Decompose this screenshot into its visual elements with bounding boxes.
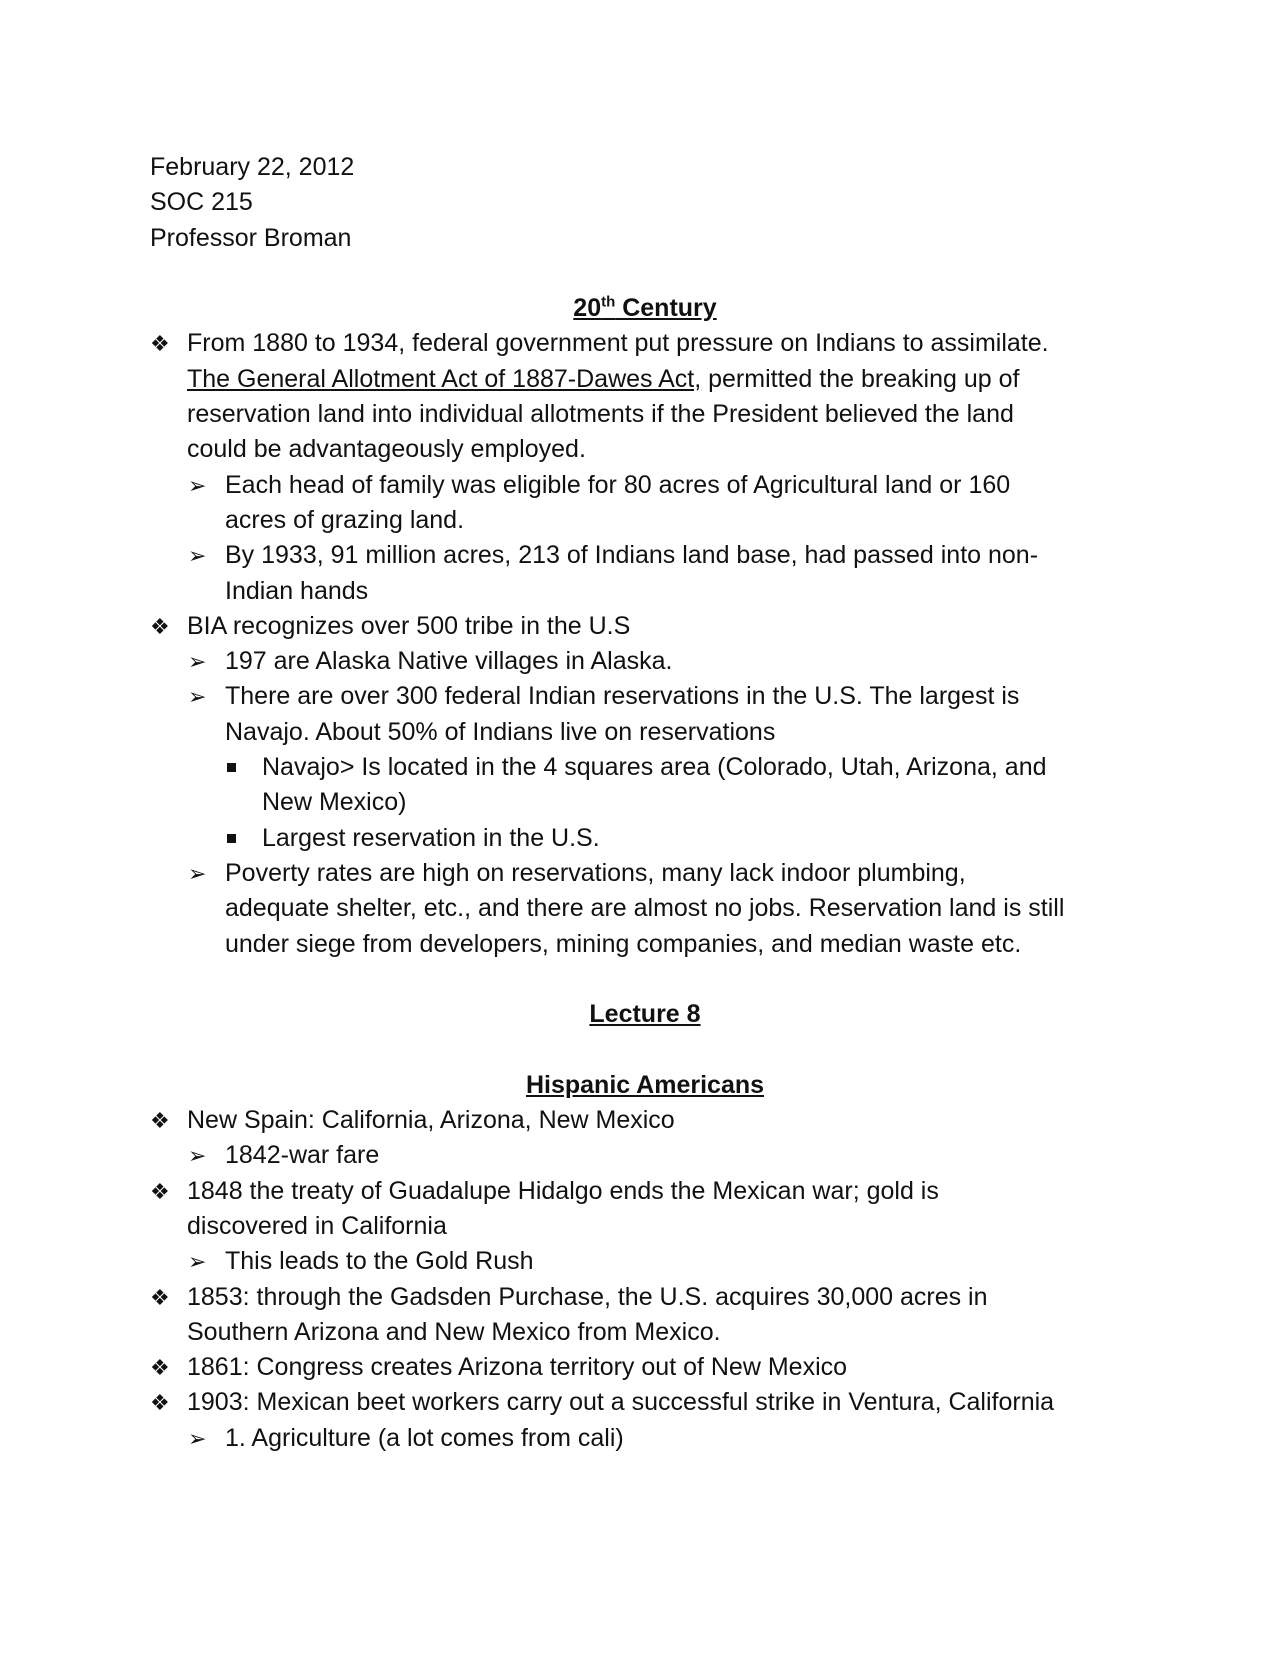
- text-line: discovered in California: [187, 1211, 447, 1240]
- heading-text: Century: [615, 294, 717, 323]
- square-bullet-icon: [227, 834, 236, 843]
- arrow-bullet-icon: ➢: [188, 684, 207, 710]
- text-line: could be advantageously employed.: [187, 435, 586, 464]
- diamond-bullet-icon: ❖: [150, 1108, 170, 1134]
- text-line: 1861: Congress creates Arizona territory out of New Mexico: [187, 1353, 848, 1382]
- text-line: Southern Arizona and New Mexico from Mexico.: [187, 1317, 721, 1346]
- text-line: 1853: through the Gadsden Purchase, the U.S. acquires 30,000 acres in: [187, 1282, 988, 1311]
- text-line: 1848 the treaty of Guadalupe Hidalgo ends the Mexican war; gold is: [187, 1176, 939, 1205]
- list-item: [150, 1138, 1140, 1173]
- list-item: [150, 1174, 1140, 1245]
- text-line: From 1880 to 1934, federal government put pressure on Indians to assimilate.: [187, 329, 1049, 358]
- arrow-bullet-icon: ➢: [188, 1425, 207, 1451]
- arrow-bullet-icon: ➢: [188, 472, 207, 498]
- text-line: Navajo> Is located in the 4 squares area (Colorado, Utah, Arizona, and: [262, 753, 1047, 782]
- professor-line: Professor Broman: [150, 223, 352, 252]
- list-item: [150, 679, 1140, 750]
- text-line: [187, 362, 1140, 397]
- section-heading-hispanic-americans: Hispanic Americans: [525, 1070, 765, 1099]
- arrow-bullet-icon: ➢: [188, 649, 207, 675]
- blank-line: [150, 256, 1140, 291]
- document-body: [150, 150, 1140, 1456]
- text-line: under siege from developers, mining companies, and median waste etc.: [225, 929, 1022, 958]
- list-item: [150, 821, 1140, 856]
- arrow-bullet-icon: ➢: [188, 1249, 207, 1275]
- square-bullet-icon: [227, 763, 236, 772]
- text-line: reservation land into individual allotments if the President believed the land: [187, 400, 1014, 429]
- text-line: New Spain: California, Arizona, New Mexico: [187, 1106, 675, 1135]
- diamond-bullet-icon: ❖: [150, 613, 170, 639]
- list-item: [150, 1350, 1140, 1385]
- text-line: 1842-war fare: [225, 1141, 380, 1170]
- text-line: This leads to the Gold Rush: [225, 1247, 534, 1276]
- text-line: Poverty rates are high on reservations, many lack indoor plumbing,: [225, 858, 966, 887]
- text-line: BIA recognizes over 500 tribe in the U.S: [187, 611, 631, 640]
- text-line: acres of grazing land.: [225, 505, 465, 534]
- text-line: New Mexico): [262, 788, 407, 817]
- diamond-bullet-icon: ❖: [150, 1355, 170, 1381]
- arrow-bullet-icon: ➢: [188, 543, 207, 569]
- text-line: 1903: Mexican beet workers carry out a successful strike in Ventura, California: [187, 1388, 1055, 1417]
- list-item: [150, 609, 1140, 644]
- date-line: February 22, 2012: [150, 153, 355, 181]
- heading-superscript: th: [601, 293, 616, 311]
- arrow-bullet-icon: ➢: [188, 860, 207, 886]
- diamond-bullet-icon: ❖: [150, 1178, 170, 1204]
- list-item: [150, 750, 1140, 821]
- heading-number: 20: [573, 294, 602, 323]
- section-heading-20th-century: [150, 291, 1140, 326]
- list-item: [150, 1244, 1140, 1279]
- diamond-bullet-icon: ❖: [150, 1284, 170, 1310]
- lecture-heading: Lecture 8: [589, 1000, 701, 1029]
- list-item: [150, 538, 1140, 609]
- list-item: [150, 1103, 1140, 1138]
- text-line: Each head of family was eligible for 80 acres of Agricultural land or 160: [225, 470, 1011, 499]
- act-title: The General Allotment Act of 1887-Dawes Act,: [187, 364, 702, 393]
- list-item: [150, 1280, 1140, 1351]
- list-item: [150, 1385, 1140, 1420]
- text-line: Largest reservation in the U.S.: [262, 823, 600, 852]
- list-item: [150, 644, 1140, 679]
- diamond-bullet-icon: ❖: [150, 331, 170, 357]
- text-line: Navajo. About 50% of Indians live on reservations: [225, 717, 776, 746]
- list-item: [150, 326, 1140, 467]
- list-item: [150, 468, 1140, 539]
- blank-line: [150, 962, 1140, 997]
- diamond-bullet-icon: ❖: [150, 1390, 170, 1416]
- list-item: [150, 1421, 1140, 1456]
- text-span: permitted the breaking up of: [701, 364, 1020, 393]
- text-line: 1. Agriculture (a lot comes from cali): [225, 1423, 624, 1452]
- blank-line: [150, 1032, 1140, 1067]
- arrow-bullet-icon: ➢: [188, 1143, 207, 1169]
- text-line: There are over 300 federal Indian reservations in the U.S. The largest is: [225, 682, 1020, 711]
- text-line: adequate shelter, etc., and there are almost no jobs. Reservation land is still: [225, 894, 1065, 923]
- list-item: [150, 856, 1140, 962]
- text-line: Indian hands: [225, 576, 369, 605]
- course-line: SOC 215: [150, 188, 253, 217]
- text-line: 197 are Alaska Native villages in Alaska.: [225, 647, 673, 676]
- text-line: By 1933, 91 million acres, 213 of Indians land base, had passed into non-: [225, 541, 1039, 570]
